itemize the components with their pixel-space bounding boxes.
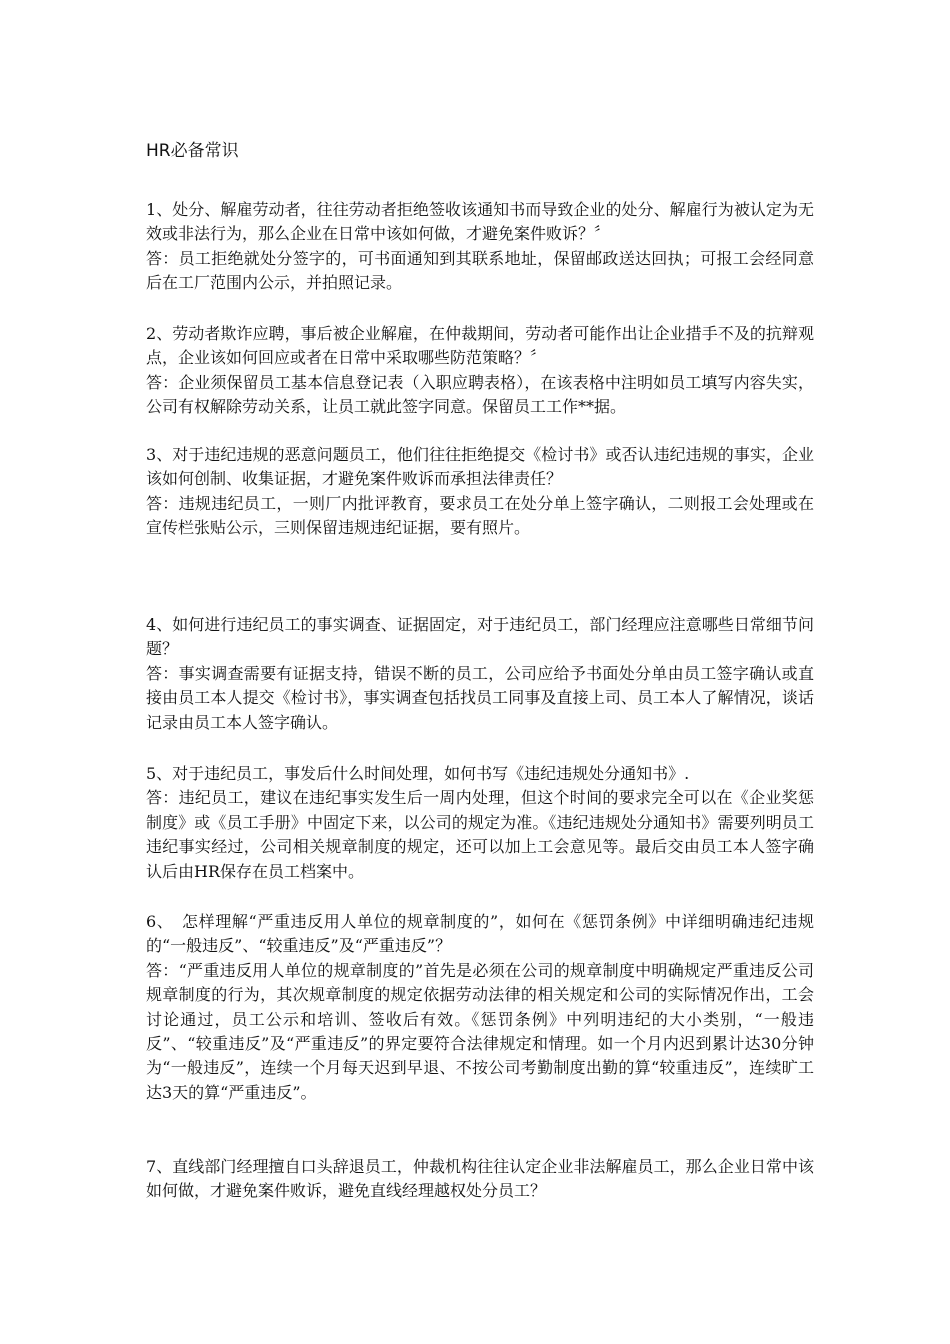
answer-text: 答：员工拒绝就处分签字的，可书面通知到其联系地址，保留邮政送达回执；可报工会经同意后在工厂范围内公示，并拍照记录。	[146, 248, 814, 293]
qa-item-3	[146, 443, 814, 541]
question-text: 3、对于违纪违规的恶意问题员工，他们往往拒绝提交《检讨书》或否认违纪违规的事实，企业该如何创制、收集证据，才避免案件败诉而承担法律责任？	[146, 445, 814, 489]
question-text: 2、劳动者欺诈应聘，事后被企业解雇，在仲裁期间，劳动者可能作出让企业措手不及的抗辩观点，企业该如何回应或者在日常中采取哪些防范策略？〞	[146, 324, 814, 368]
question-text: 1、处分、解雇劳动者，往往劳动者拒绝签收该通知书而导致企业的处分、解雇行为被认定为无效或非法行为，那么企业在日常中该如何做，才避免案件败诉？〞	[146, 200, 814, 244]
qa-item-6	[146, 910, 814, 1105]
qa-item-1	[146, 198, 814, 296]
qa-item-7	[146, 1155, 814, 1204]
qa-item-4	[146, 613, 814, 735]
document-title: HR必备常识	[146, 141, 239, 161]
qa-item-2	[146, 322, 814, 420]
answer-text: 答：企业须保留员工基本信息登记表（入职应聘表格），在该表格中注明如员工填写内容失实，公司有权解除劳动关系，让员工就此签字同意。保留员工工作**据。	[146, 372, 814, 417]
question-text: 5、对于违纪员工，事发后什么时间处理，如何书写《违纪违规处分通知书》.	[146, 764, 690, 783]
answer-text: 答：违规违纪员工，一则厂内批评教育，要求员工在处分单上签字确认，二则报工会处理或在宣传栏张贴公示，三则保留违规违纪证据，要有照片。	[146, 493, 814, 538]
question-text: 7、直线部门经理擅自口头辞退员工，仲裁机构往往认定企业非法解雇员工，那么企业日常中该如何做，才避免案件败诉，避免直线经理越权处分员工？	[146, 1157, 814, 1201]
answer-text: 答：“严重违反用人单位的规章制度的”首先是必须在公司的规章制度中明确规定严重违反公司规章制度的行为，其次规章制度的规定依据劳动法律的相关规定和公司的实际情况作出，工会讨论通过，员工公示和培训、签收后有效。《惩罚条例》中列明违纪的大小类别，“一般违反”、“较重违反”及“严重违反”的界定要符合法律规定和情理。如一个月内迟到累计达30分钟为“一般违反”，连续一个月每天迟到早退、不按公司考勤制度出勤的算“较重违反”，连续旷工达3天的算“严重违反”。	[146, 960, 814, 1102]
question-text: 6、 怎样理解“严重违反用人单位的规章制度的”，如何在《惩罚条例》中详细明确违纪违规的“一般违反”、“较重违反”及“严重违反”？	[146, 912, 814, 956]
qa-item-5	[146, 762, 814, 884]
answer-text: 答：违纪员工，建议在违纪事实发生后一周内处理，但这个时间的要求完全可以在《企业奖惩制度》或《员工手册》中固定下来，以公司的规定为准。《违纪违规处分通知书》需要列明员工违纪事实经过，公司相关规章制度的规定，还可以加上工会意见等。最后交由员工本人签字确认后由HR保存在员工档案中。	[146, 788, 814, 881]
question-text: 4、如何进行违纪员工的事实调查、证据固定，对于违纪员工，部门经理应注意哪些日常细节问题？	[146, 615, 814, 659]
answer-text: 答：事实调查需要有证据支持，错误不断的员工，公司应给予书面处分单由员工签字确认或直接由员工本人提交《检讨书》，事实调查包括找员工同事及直接上司、员工本人了解情况，谈话记录由员工本人签字确认。	[146, 663, 814, 732]
